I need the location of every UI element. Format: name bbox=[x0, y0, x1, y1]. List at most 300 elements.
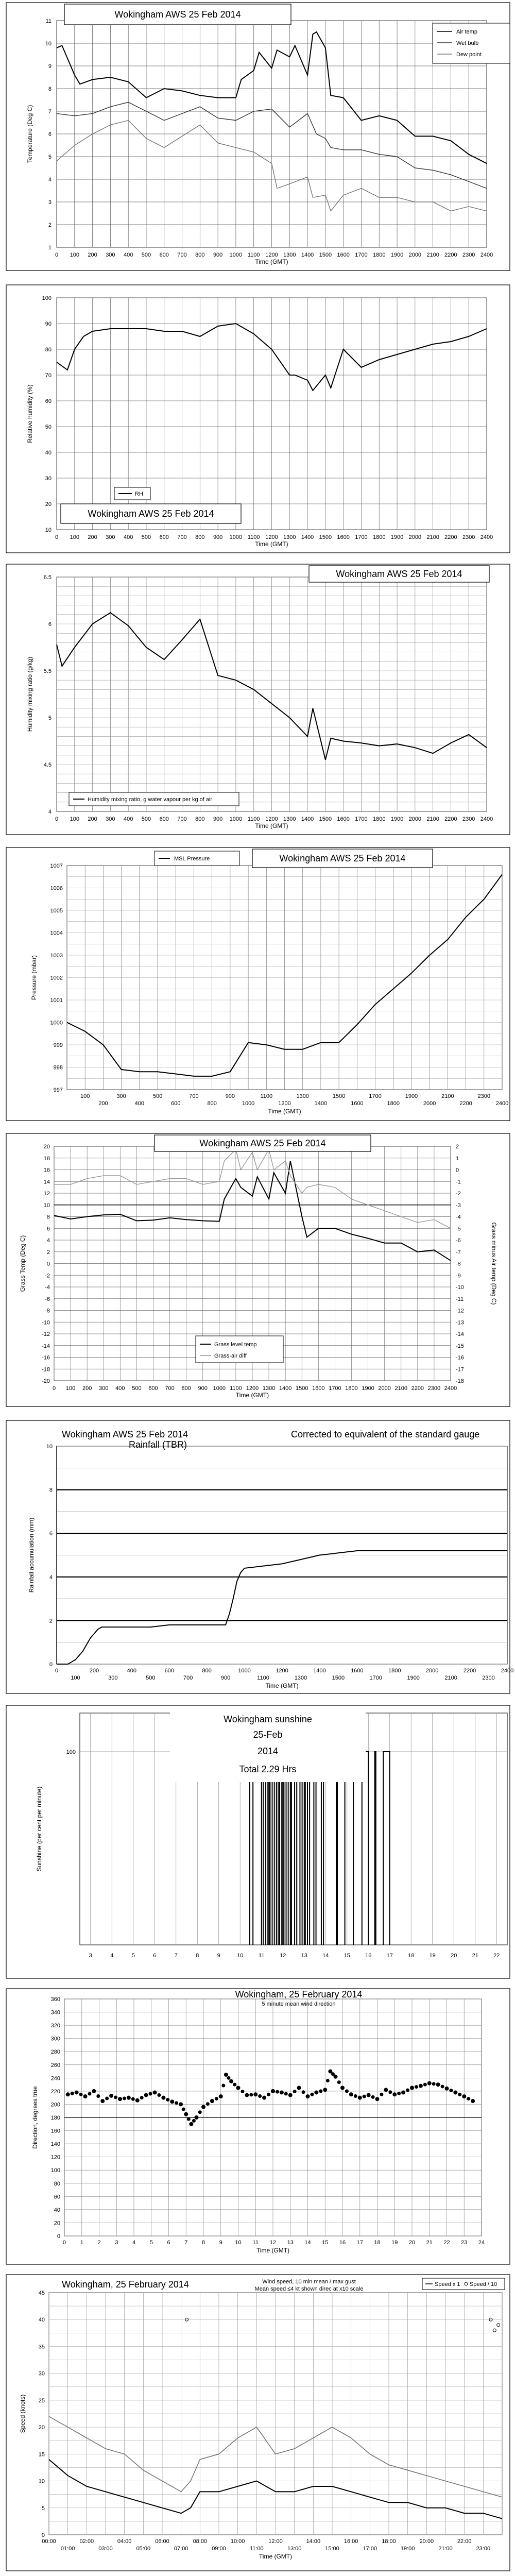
y-tick-label: 10 bbox=[45, 41, 52, 47]
direction-point bbox=[224, 2073, 228, 2077]
direction-point bbox=[105, 2096, 109, 2100]
direction-point bbox=[79, 2093, 83, 2096]
x-tick-label: 1200 bbox=[276, 1668, 288, 1674]
x-tick-label: 500 bbox=[132, 1385, 142, 1392]
x-tick-label: 21 bbox=[426, 2240, 433, 2246]
x-tick-label: 0 bbox=[55, 534, 59, 540]
y-tick-label: 0 bbox=[57, 2233, 60, 2240]
direction-point bbox=[363, 2095, 366, 2098]
y2-tick-label: -3 bbox=[456, 1202, 461, 1209]
chart-subtitle-2: Mean speed ≤4 kt shown direc at x10 scale bbox=[254, 2286, 364, 2292]
direction-point bbox=[271, 2089, 275, 2093]
direction-point bbox=[96, 2094, 100, 2098]
chart-title: Wokingham sunshine bbox=[224, 1714, 312, 1724]
x-tick-label: 1200 bbox=[265, 534, 278, 540]
y-axis-label: Grass Temp (Deg C) bbox=[19, 1235, 26, 1292]
x-tick-label: 10:00 bbox=[230, 2538, 245, 2545]
x-tick-label: 1500 bbox=[319, 534, 332, 540]
y-axis-label: Direction, degrees true bbox=[31, 2086, 39, 2149]
y-tick-label: 6 bbox=[48, 131, 52, 138]
x-tick-label: 21 bbox=[472, 1953, 478, 1959]
direction-point bbox=[302, 2090, 305, 2094]
x-tick-label: 100 bbox=[65, 1385, 76, 1392]
y-tick-label: 6 bbox=[49, 1531, 53, 1537]
x-tick-label: 16 bbox=[365, 1953, 372, 1959]
x-tick-label: 400 bbox=[123, 534, 133, 540]
x-tick-label: 15 bbox=[322, 2240, 329, 2246]
direction-point bbox=[135, 2098, 140, 2103]
x-tick-label: 2200 bbox=[444, 534, 457, 540]
x-tick-label: 700 bbox=[177, 252, 187, 258]
x-tick-label: 17:00 bbox=[363, 2546, 377, 2552]
x-tick-label: 5 bbox=[131, 1953, 135, 1959]
direction-point bbox=[397, 2092, 401, 2095]
x-tick-label: 700 bbox=[189, 1093, 199, 1099]
direction-point bbox=[358, 2096, 362, 2100]
direction-point bbox=[340, 2086, 345, 2090]
x-tick-label: 1700 bbox=[355, 816, 368, 822]
direction-point bbox=[175, 2101, 178, 2105]
chart-title: Wokingham AWS 25 Feb 2014 bbox=[62, 1429, 188, 1439]
x-tick-label: 2400 bbox=[495, 1100, 509, 1107]
y-tick-label: 100 bbox=[66, 1749, 76, 1755]
y-tick-label: 30 bbox=[45, 476, 52, 482]
x-tick-label: 14 bbox=[322, 1953, 329, 1959]
y-tick-label: 0 bbox=[49, 1662, 53, 1668]
x-tick-label: 13:00 bbox=[287, 2546, 302, 2552]
x-tick-label: 14:00 bbox=[306, 2538, 321, 2545]
direction-point bbox=[449, 2089, 453, 2092]
x-tick-label: 12:00 bbox=[268, 2538, 283, 2545]
rainfall-chart bbox=[0, 1418, 515, 1695]
direction-point bbox=[280, 2090, 284, 2094]
x-tick-label: 4 bbox=[110, 1953, 114, 1959]
x-tick-label: 500 bbox=[146, 1675, 156, 1681]
y-tick-label: 9 bbox=[48, 63, 52, 70]
chart-subtitle: Rainfall (TBR) bbox=[129, 1439, 187, 1450]
x-tick-label: 8 bbox=[201, 2240, 205, 2246]
x-tick-label: 06:00 bbox=[155, 2538, 169, 2545]
direction-point bbox=[88, 2092, 91, 2096]
direction-point bbox=[401, 2090, 405, 2094]
x-tick-label: 9 bbox=[219, 2240, 222, 2246]
y-tick-label: 340 bbox=[50, 2009, 60, 2016]
x-tick-label: 800 bbox=[207, 1100, 217, 1107]
y2-tick-label: 0 bbox=[456, 1167, 459, 1174]
x-tick-label: 20 bbox=[408, 2240, 416, 2246]
direction-point bbox=[276, 2090, 279, 2094]
x-tick-label: 1600 bbox=[351, 1100, 364, 1107]
x-tick-label: 1900 bbox=[390, 252, 404, 258]
y-tick-label: 1002 bbox=[50, 975, 63, 981]
y-tick-label: -8 bbox=[45, 1308, 50, 1314]
y-tick-label: 5 bbox=[48, 154, 52, 160]
direction-point bbox=[83, 2094, 88, 2098]
direction-point bbox=[245, 2093, 249, 2097]
x-tick-label: 08:00 bbox=[193, 2538, 208, 2545]
y2-tick-label: -11 bbox=[456, 1296, 464, 1302]
x-tick-label: 100 bbox=[80, 1093, 90, 1099]
direction-point bbox=[249, 2093, 253, 2096]
x-tick-label: 200 bbox=[88, 816, 97, 822]
y-tick-label: 25 bbox=[38, 2397, 45, 2404]
y-tick-label: 50 bbox=[45, 424, 52, 430]
legend-label: Dew point bbox=[456, 52, 482, 58]
x-tick-label: 100 bbox=[70, 252, 79, 258]
grass-temp-chart-panel bbox=[0, 1131, 515, 1409]
y-tick-label: 300 bbox=[50, 2036, 60, 2042]
pressure-chart bbox=[0, 845, 515, 1123]
direction-point bbox=[179, 2102, 183, 2106]
y-tick-label: 0 bbox=[41, 2532, 45, 2538]
y-axis-label: Relative humidity (%) bbox=[26, 384, 33, 443]
x-tick-label: 2000 bbox=[408, 816, 422, 822]
y-tick-label: 8 bbox=[49, 1487, 53, 1494]
x-tick-label: 18 bbox=[374, 2240, 381, 2246]
direction-point bbox=[189, 2122, 193, 2126]
direction-point bbox=[170, 2099, 174, 2104]
mixing-ratio-chart-panel bbox=[0, 562, 515, 837]
x-tick-label: 300 bbox=[106, 816, 115, 822]
x-tick-label: 2200 bbox=[444, 252, 457, 258]
y-tick-label: 2 bbox=[48, 222, 52, 228]
y2-tick-label: -7 bbox=[456, 1249, 461, 1256]
x-tick-label: 8 bbox=[196, 1953, 199, 1959]
direction-point bbox=[453, 2090, 457, 2094]
x-tick-label: 1200 bbox=[265, 252, 278, 258]
sunshine-chart-panel bbox=[0, 1703, 515, 1981]
direction-point bbox=[334, 2075, 338, 2079]
x-tick-label: 13 bbox=[301, 1953, 307, 1959]
direction-point bbox=[210, 2099, 214, 2103]
direction-point bbox=[236, 2086, 241, 2090]
x-tick-label: 1900 bbox=[390, 534, 404, 540]
direction-point bbox=[445, 2087, 449, 2091]
x-tick-label: 0 bbox=[55, 1668, 59, 1674]
x-tick-label: 500 bbox=[141, 816, 151, 822]
x-tick-label: 400 bbox=[127, 1668, 137, 1674]
direction-point bbox=[127, 2096, 131, 2100]
direction-point bbox=[182, 2108, 185, 2111]
y-tick-label: 320 bbox=[50, 2023, 60, 2029]
x-tick-label: 1100 bbox=[260, 1093, 273, 1099]
y-axis-label: Humidity mixing ratio (g/kg) bbox=[26, 656, 33, 732]
y-tick-label: 4 bbox=[48, 809, 52, 815]
y-tick-label: 10 bbox=[38, 2478, 45, 2485]
x-tick-label: 1600 bbox=[337, 534, 350, 540]
x-axis-label: Time (GMT) bbox=[256, 2247, 290, 2254]
direction-point bbox=[267, 2093, 270, 2096]
x-tick-label: 2400 bbox=[480, 534, 493, 540]
direction-point bbox=[337, 2080, 341, 2084]
x-tick-label: 1300 bbox=[283, 534, 296, 540]
y-tick-label: 180 bbox=[50, 2115, 60, 2121]
pressure-chart-panel bbox=[0, 845, 515, 1123]
x-tick-label: 1500 bbox=[319, 816, 332, 822]
y-tick-label: 1003 bbox=[50, 953, 63, 959]
x-axis-label: Time (GMT) bbox=[259, 2553, 293, 2560]
x-tick-label: 2400 bbox=[444, 1385, 457, 1392]
y-tick-label: 4 bbox=[46, 1238, 50, 1244]
direction-point bbox=[323, 2088, 327, 2092]
x-tick-label: 7 bbox=[174, 1953, 178, 1959]
x-tick-label: 1600 bbox=[351, 1668, 364, 1674]
direction-point bbox=[380, 2093, 383, 2096]
direction-point bbox=[349, 2092, 353, 2096]
direction-point bbox=[131, 2097, 135, 2101]
direction-point bbox=[233, 2083, 236, 2087]
direction-point bbox=[375, 2097, 380, 2101]
x-tick-label: 800 bbox=[181, 1385, 191, 1392]
direction-point bbox=[140, 2096, 144, 2099]
x-tick-label: 1500 bbox=[296, 1385, 308, 1392]
y-tick-label: 1001 bbox=[50, 997, 63, 1004]
x-tick-label: 00:00 bbox=[42, 2538, 56, 2545]
rainfall-chart-panel bbox=[0, 1418, 515, 1695]
x-tick-label: 22 bbox=[443, 2240, 450, 2246]
direction-point bbox=[423, 2083, 427, 2087]
x-tick-label: 200 bbox=[88, 534, 97, 540]
y-tick-label: 240 bbox=[50, 2075, 60, 2082]
x-tick-label: 2400 bbox=[480, 252, 493, 258]
y-tick-label: 80 bbox=[54, 2180, 60, 2187]
chart-title: Wokingham, 25 February 2014 bbox=[62, 2279, 189, 2290]
legend-label: Humidity mixing ratio, g water vapour per kg of air bbox=[88, 796, 213, 803]
x-tick-label: 13 bbox=[287, 2240, 294, 2246]
y2-tick-label: -10 bbox=[456, 1284, 464, 1291]
x-tick-label: 2300 bbox=[477, 1093, 491, 1099]
x-tick-label: 02:00 bbox=[79, 2538, 94, 2545]
x-tick-label: 24 bbox=[478, 2240, 485, 2246]
x-tick-label: 300 bbox=[106, 534, 115, 540]
x-tick-label: 22:00 bbox=[457, 2538, 472, 2545]
x-tick-label: 1300 bbox=[296, 1093, 309, 1099]
x-tick-label: 600 bbox=[159, 534, 169, 540]
y-tick-label: -10 bbox=[42, 1319, 50, 1326]
legend-label: Speed x 1 bbox=[435, 2281, 460, 2287]
x-tick-label: 22 bbox=[493, 1953, 500, 1959]
x-tick-label: 1000 bbox=[229, 816, 243, 822]
x-tick-label: 1100 bbox=[247, 816, 260, 822]
direction-point bbox=[310, 2093, 314, 2096]
direction-point bbox=[288, 2093, 293, 2097]
x-tick-label: 1300 bbox=[283, 252, 296, 258]
x-tick-label: 1800 bbox=[373, 252, 386, 258]
x-tick-label: 11 bbox=[252, 2240, 259, 2246]
direction-point bbox=[92, 2089, 96, 2093]
y-tick-label: 2 bbox=[49, 1618, 53, 1624]
x-tick-label: 1400 bbox=[313, 1668, 326, 1674]
x-tick-label: 2100 bbox=[441, 1093, 454, 1099]
x-tick-label: 2400 bbox=[480, 816, 493, 822]
x-tick-label: 700 bbox=[165, 1385, 175, 1392]
direction-point bbox=[75, 2090, 79, 2094]
y-tick-label: 6 bbox=[48, 621, 52, 628]
direction-point bbox=[436, 2082, 440, 2087]
legend-label: RH bbox=[135, 491, 143, 497]
x-tick-label: 400 bbox=[123, 816, 133, 822]
y2-tick-label: -6 bbox=[456, 1238, 461, 1244]
x-tick-label: 1800 bbox=[373, 816, 386, 822]
chart-title: Wokingham AWS 25 Feb 2014 bbox=[279, 853, 406, 863]
y-tick-label: -18 bbox=[42, 1366, 50, 1373]
direction-point bbox=[262, 2096, 266, 2100]
x-tick-label: 900 bbox=[225, 1093, 235, 1099]
x-tick-label: 11 bbox=[259, 1953, 265, 1959]
wind-direction-chart bbox=[0, 1986, 515, 2267]
direction-point bbox=[166, 2098, 169, 2102]
y-tick-label: 100 bbox=[42, 295, 52, 301]
x-tick-label: 900 bbox=[213, 252, 223, 258]
y2-tick-label: -14 bbox=[456, 1331, 464, 1337]
y-tick-label: 2 bbox=[46, 1249, 50, 1256]
legend-label: Grass level temp bbox=[214, 1342, 257, 1348]
legend-label: MSL Pressure bbox=[174, 856, 210, 862]
y-tick-label: -2 bbox=[45, 1273, 50, 1279]
x-axis-label: Time (GMT) bbox=[255, 258, 288, 265]
y-tick-label: 40 bbox=[54, 2207, 60, 2213]
x-tick-label: 19 bbox=[391, 2240, 398, 2246]
x-axis-label: Time (GMT) bbox=[255, 540, 288, 548]
direction-point bbox=[410, 2086, 414, 2090]
x-tick-label: 500 bbox=[152, 1093, 163, 1099]
x-tick-label: 2200 bbox=[444, 816, 457, 822]
y2-tick-label: -17 bbox=[456, 1366, 464, 1373]
x-tick-label: 1100 bbox=[247, 252, 260, 258]
x-tick-label: 1100 bbox=[230, 1385, 242, 1392]
y-tick-label: 80 bbox=[45, 347, 52, 353]
y-tick-label: 18 bbox=[43, 1155, 50, 1162]
x-tick-label: 17 bbox=[386, 1953, 393, 1959]
x-tick-label: 700 bbox=[177, 816, 187, 822]
x-tick-label: 1400 bbox=[301, 252, 314, 258]
chart-note: Corrected to equivalent of the standard gauge bbox=[291, 1429, 480, 1439]
x-tick-label: 1700 bbox=[355, 252, 368, 258]
x-tick-label: 23 bbox=[461, 2240, 468, 2246]
direction-point bbox=[388, 2090, 392, 2094]
x-tick-label: 19:00 bbox=[400, 2546, 415, 2552]
x-tick-label: 300 bbox=[116, 1093, 126, 1099]
direction-point bbox=[201, 2105, 205, 2109]
x-tick-label: 1000 bbox=[213, 1385, 226, 1392]
mixing-ratio-chart bbox=[0, 562, 515, 837]
x-tick-label: 1400 bbox=[279, 1385, 292, 1392]
x-tick-label: 0 bbox=[55, 252, 59, 258]
x-tick-label: 1900 bbox=[405, 1093, 418, 1099]
direction-point bbox=[153, 2090, 157, 2094]
wind-speed-chart-panel bbox=[0, 2272, 515, 2573]
x-tick-label: 2 bbox=[97, 2240, 101, 2246]
direction-point bbox=[467, 2097, 470, 2100]
x-tick-label: 3 bbox=[89, 1953, 92, 1959]
x-tick-label: 900 bbox=[220, 1675, 231, 1681]
grass-temp-chart bbox=[0, 1131, 515, 1409]
y-tick-label: 45 bbox=[38, 2290, 45, 2296]
x-tick-label: 1200 bbox=[278, 1100, 291, 1107]
direction-point bbox=[118, 2097, 122, 2101]
x-tick-label: 1900 bbox=[390, 816, 404, 822]
x-tick-label: 15:00 bbox=[325, 2546, 339, 2552]
y-tick-label: 0 bbox=[46, 1261, 50, 1267]
x-tick-label: 2000 bbox=[425, 1668, 439, 1674]
y-tick-label: 100 bbox=[50, 2167, 60, 2174]
x-tick-label: 100 bbox=[71, 1675, 80, 1681]
x-tick-label: 19 bbox=[429, 1953, 436, 1959]
x-tick-label: 3 bbox=[115, 2240, 118, 2246]
y2-tick-label: -5 bbox=[456, 1226, 461, 1232]
y2-tick-label: -8 bbox=[456, 1261, 461, 1267]
direction-point bbox=[149, 2092, 152, 2096]
direction-point bbox=[221, 2084, 225, 2088]
x-tick-label: 2300 bbox=[427, 1385, 441, 1392]
chart-title: Wokingham AWS 25 Feb 2014 bbox=[114, 9, 241, 20]
x-tick-label: 1000 bbox=[238, 1668, 251, 1674]
y-axis-label: Pressure (mbar) bbox=[30, 955, 38, 1000]
direction-point bbox=[219, 2094, 223, 2098]
x-tick-label: 700 bbox=[183, 1675, 193, 1681]
x-tick-label: 1800 bbox=[388, 1668, 401, 1674]
direction-point bbox=[384, 2088, 388, 2092]
y-tick-label: 10 bbox=[43, 1202, 50, 1209]
direction-point bbox=[109, 2094, 113, 2098]
y-tick-label: 8 bbox=[46, 1214, 50, 1221]
x-tick-label: 1800 bbox=[387, 1100, 400, 1107]
y2-tick-label: -12 bbox=[456, 1308, 464, 1314]
y-tick-label: -20 bbox=[42, 1378, 50, 1384]
x-tick-label: 10 bbox=[235, 2240, 242, 2246]
x-tick-label: 400 bbox=[134, 1100, 145, 1107]
y2-tick-label: -18 bbox=[456, 1378, 464, 1384]
y-tick-label: 3 bbox=[48, 199, 52, 206]
y-tick-label: 12 bbox=[43, 1191, 50, 1197]
x-tick-label: 1200 bbox=[246, 1385, 259, 1392]
y2-tick-label: -13 bbox=[456, 1319, 464, 1326]
x-tick-label: 21:00 bbox=[438, 2546, 453, 2552]
y-tick-label: 6 bbox=[46, 1226, 50, 1232]
x-tick-label: 1400 bbox=[301, 534, 314, 540]
y-tick-label: 999 bbox=[53, 1042, 63, 1048]
y-tick-label: 35 bbox=[38, 2344, 45, 2350]
x-tick-label: 1500 bbox=[332, 1675, 345, 1681]
direction-point bbox=[354, 2094, 357, 2098]
x-tick-label: 05:00 bbox=[136, 2546, 151, 2552]
x-tick-label: 1800 bbox=[345, 1385, 358, 1392]
direction-point bbox=[293, 2090, 297, 2093]
x-tick-label: 1600 bbox=[312, 1385, 325, 1392]
x-tick-label: 300 bbox=[99, 1385, 109, 1392]
x-tick-label: 2200 bbox=[411, 1385, 424, 1392]
direction-point bbox=[71, 2092, 74, 2095]
x-tick-label: 20:00 bbox=[419, 2538, 434, 2545]
y-tick-label: 1 bbox=[48, 245, 52, 251]
y2-axis-label: Grass minus Air temp (Deg C) bbox=[490, 1222, 497, 1305]
legend-label: Air temp bbox=[456, 29, 477, 35]
y-tick-label: 70 bbox=[45, 372, 52, 379]
direction-point bbox=[123, 2096, 126, 2100]
y-tick-label: 60 bbox=[54, 2194, 60, 2200]
x-tick-label: 14 bbox=[304, 2240, 311, 2246]
x-tick-label: 2300 bbox=[462, 816, 475, 822]
y2-tick-label: -9 bbox=[456, 1273, 461, 1279]
y-axis-label: Rainfall accumulation (mm) bbox=[28, 1517, 35, 1593]
x-tick-label: 900 bbox=[213, 816, 223, 822]
x-tick-label: 2200 bbox=[463, 1668, 476, 1674]
x-tick-label: 2000 bbox=[408, 534, 422, 540]
x-tick-label: 20 bbox=[451, 1953, 457, 1959]
wind-speed-chart bbox=[0, 2272, 515, 2573]
y-tick-label: 14 bbox=[43, 1179, 50, 1185]
x-axis-label: Time (GMT) bbox=[235, 1392, 269, 1399]
